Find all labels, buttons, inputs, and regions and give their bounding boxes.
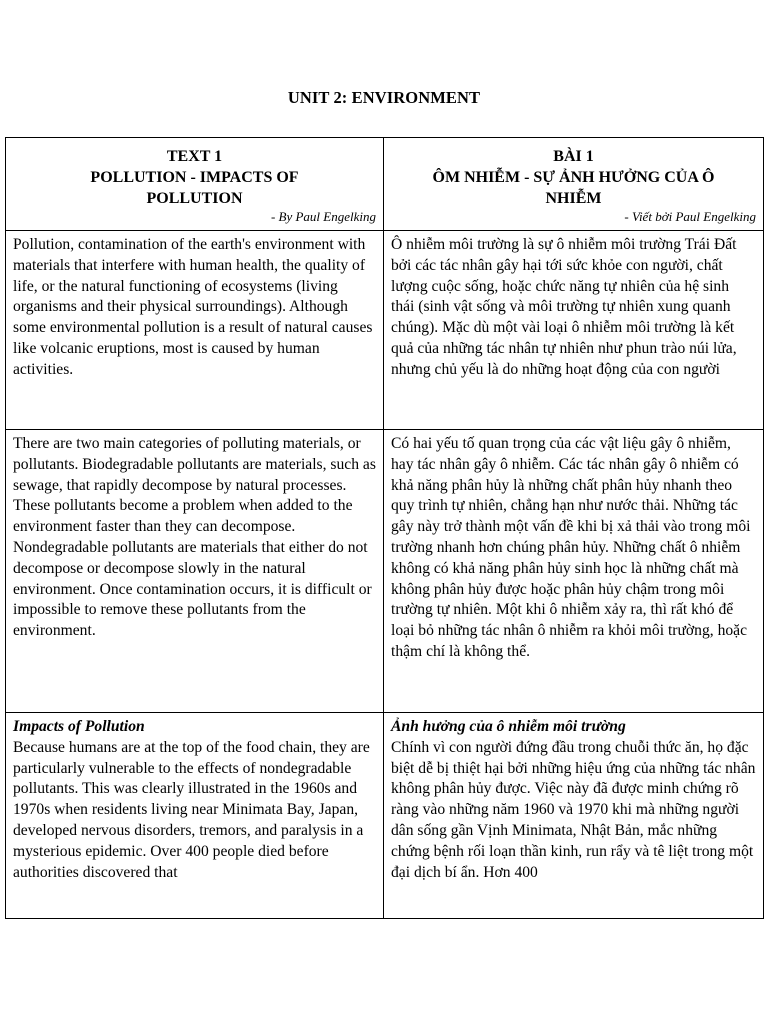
vietnamese-paragraph-2: Có hai yếu tố quan trọng của các vật liệu gây ô nhiễm, hay tác nhân gây ô nhiễm. Các tác nhân gây ô nhiễm có khả năng phân hủy là những chất phân hủy nhanh theo quy trình tự nhiên, chẳng hạn như nước thải. Những tác gây này trở thành một vấn đề khi bị xả thải vào trong môi trường nhanh hơn chúng phân hủy. Những chất ô nhiễm không có khả năng phân hủy sinh học là những chất mà không phân hủy được hoặc phân hủy chậm trong môi trường tự nhiên. Một khi ô nhiễm xảy ra, thì rất khó để loại bỏ những tác nhân ô nhiễm ra khỏi môi trường, hoặc thậm chí là không thể. (391, 435, 751, 660)
english-title-line-2: POLLUTION (146, 190, 243, 207)
english-cell (6, 713, 384, 919)
vietnamese-section-heading: Ảnh hưởng của ô nhiễm môi trường (391, 718, 626, 735)
vietnamese-cell (384, 713, 764, 919)
english-paragraph-2: There are two main categories of polluting materials, or pollutants. Biodegradable pollutants are materials, such as sewage, that rapidly decompose by natural processes. These pollutants become a problem when added to the environment faster than they can decompose. Nondegradable pollutants are materials that either do not decompose or decompose slowly in the natural environment. Once contamination occurs, it is difficult or impossible to remove these pollutants from the environment. (13, 435, 376, 640)
vietnamese-paragraph-3: Chính vì con người đứng đầu trong chuỗi thức ăn, họ đặc biệt dễ bị thiệt hại bởi những hiệu ứng của những tác nhân không phân hủy được. Việc này đã được minh chứng rõ ràng vào những năm 1960 và 1970 khi mà những người dân sống gần Vịnh Minimata, Nhật Bản, mắc những chứng bệnh rối loạn thần kinh, run rẩy và tê liệt trong một đại dịch bí ẩn. Hơn 400 (391, 738, 756, 881)
english-cell (6, 430, 384, 713)
vietnamese-byline: - Viết bởi Paul Engelking (624, 209, 756, 224)
vietnamese-cell (384, 430, 764, 713)
english-text-number: TEXT 1 (166, 148, 223, 165)
table-row (6, 430, 764, 713)
english-paragraph-3: Because humans are at the top of the food chain, they are particularly vulnerable to the effects of nondegradable pollutants. This was clearly illustrated in the 1960s and 1970s when residents living near Minimata Bay, Japan, developed nervous disorders, tremors, and paralysis in a mysterious epidemic. Over 400 people died before authorities discovered that (13, 738, 370, 881)
vietnamese-text-number: BÀI 1 (553, 148, 594, 165)
english-byline: - By Paul Engelking (270, 209, 376, 224)
vietnamese-title-line-2: NHIỄM (545, 190, 602, 207)
english-cell (6, 231, 384, 430)
table-header-row (6, 138, 764, 231)
english-paragraph-1: Pollution, contamination of the earth's environment with materials that interfere with human health, the quality of life, or the natural functioning of ecosystems (living organisms and their physical surroundings). Although some environmental pollution is a result of natural causes like volcanic eruptions, most is caused by human activities. (13, 236, 373, 378)
vietnamese-cell (384, 231, 764, 430)
english-header-cell (6, 138, 384, 231)
vietnamese-title-line-1: ÔM NHIỄM - SỰ ẢNH HƯỞNG CỦA Ô (432, 169, 715, 186)
document-title: UNIT 2: ENVIRONMENT (287, 88, 481, 107)
english-title-line-1: POLLUTION - IMPACTS OF (90, 169, 299, 186)
vietnamese-paragraph-1: Ô nhiễm môi trường là sự ô nhiễm môi trường Trái Đất bởi các tác nhân gây hại tới sức khỏe con người, chất lượng cuộc sống, hoặc chức năng tự nhiên của hệ sinh thái (sinh vật sống và môi trường tự nhiên xung quanh chúng). Mặc dù một vài loại ô nhiễm môi trường là kết quả của những tác nhân tự nhiên như phun trào núi lửa, nhưng chủ yếu là do những hoạt động của con người (391, 236, 737, 378)
vietnamese-header-cell (384, 138, 764, 231)
bilingual-table (5, 137, 764, 919)
table-row (6, 713, 764, 919)
english-section-heading: Impacts of Pollution (13, 718, 145, 735)
table-row (6, 231, 764, 430)
